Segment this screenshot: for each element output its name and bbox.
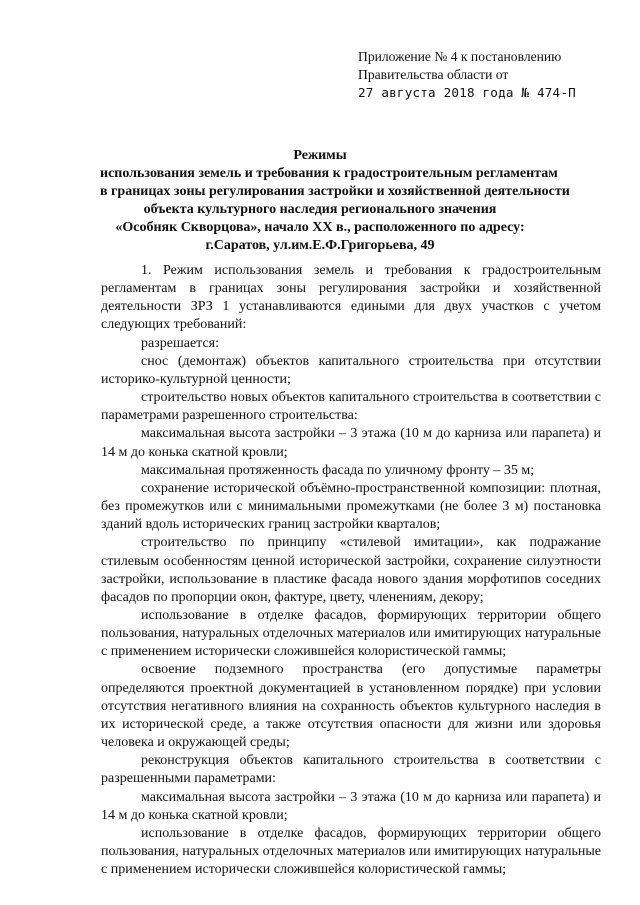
appendix-line-1: Приложение № 4 к постановлению <box>358 49 562 64</box>
appendix-date-line: 27 августа 2018 года № 474-П <box>358 85 576 100</box>
title-line-4: объекта культурного наследия регионального значения <box>143 202 497 217</box>
paragraph-5: максимальная высота застройки – 3 этажа (10 м до карниза или парапета) и 14 м до конька скатной кровли; <box>101 426 601 460</box>
paragraph-3: снос (демонтаж) объектов капитального строительства при отсутствии историко-культурной ценности; <box>101 353 601 387</box>
paragraph-10: освоение подземного пространства (его допустимые параметры определяются проектной документацией в установленном порядке) при условии отсутствия негативного влияния на сохранность объектов культурного наследия в их исторической среде, а также отсутствия опасности для жизни или здоровья человека и окружающей среды; <box>101 662 601 751</box>
title-line-1: Режимы <box>293 148 347 163</box>
paragraph-4: строительство новых объектов капитального строительства в соответствии с параметрами разрешенного строительства: <box>101 390 601 424</box>
paragraph-1: 1. Режим использования земель и требования к градостроительным регламентам в границах зоны регулирования застройки и хозяйственной деятельности ЗРЗ 1 устанавливаются едиными для двух участков с учетом следующих требований: <box>101 263 601 333</box>
paragraph-8: строительство по принципу «стилевой имитации», как подражание стилевым особенностям ценной исторической застройки, сохранение силуэтности застройки, использование в пластике фасада нового здания морфотипов соседних фасадов по пропорции окон, фактуре, цвету, членениям, декору; <box>101 535 601 605</box>
paragraph-13: использование в отделке фасадов, формирующих территории общего пользования, натуральных отделочных материалов или имитирующих натуральные с применением исторически сложившейся колористической гаммы; <box>101 825 601 878</box>
document-body <box>101 262 601 879</box>
appendix-header <box>358 48 628 102</box>
title-line-6: г.Саратов, ул.им.Е.Ф.Григорьева, 49 <box>205 238 435 253</box>
paragraph-2: разрешается: <box>141 335 219 351</box>
appendix-line-2: Правительства области от <box>358 67 509 82</box>
paragraph-11: реконструкция объектов капитального строительства в соответствии с разрешенными параметрами: <box>101 753 601 787</box>
paragraph-7: сохранение исторической объёмно-пространственной композиции: плотная, без промежутков или с минимальными промежутками (не более 3 м) постановка зданий вдоль исторических границ застройки кварталов; <box>101 480 601 533</box>
paragraph-6: максимальная протяженность фасада по уличному фронту – 35 м; <box>141 462 535 478</box>
title-line-2: использования земель и требования к градостроительным регламентам <box>100 166 558 181</box>
title-line-3: в границах зоны регулирования застройки и хозяйственной деятельности <box>100 184 570 199</box>
paragraph-9: использование в отделке фасадов, формирующих территории общего пользования, натуральных отделочных материалов или имитирующих натуральные с применением исторически сложившейся колористической гаммы; <box>101 607 601 660</box>
title-line-5: «Особняк Скворцова», начало XX в., расположенного по адресу: <box>115 220 525 235</box>
document-title <box>100 147 570 255</box>
paragraph-12: максимальная высота застройки – 3 этажа (10 м до карниза или парапета) и 14 м до конька скатной кровли; <box>101 789 601 823</box>
